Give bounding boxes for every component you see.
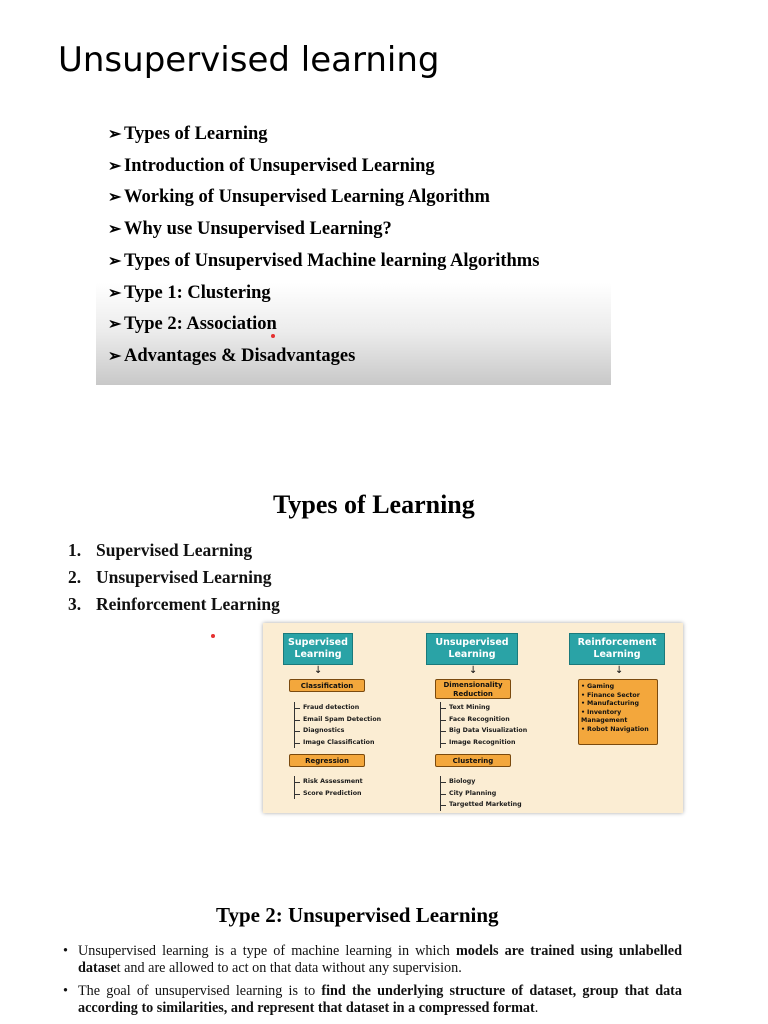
- list-item-text: Robot Navigation: [587, 725, 649, 733]
- list-item: [68, 540, 280, 567]
- outline-item-label: Type 2: Association: [124, 314, 277, 334]
- arrow-bullet-icon: ➢: [108, 126, 122, 143]
- arrow-bullet-icon: ➢: [108, 253, 122, 270]
- arrow-down-icon: ↓: [314, 665, 323, 676]
- list-item: City Planning: [441, 788, 522, 800]
- type2-title: Type 2: Unsupervised Learning: [216, 903, 499, 927]
- outline-item-label: Type 1: Clustering: [124, 283, 271, 303]
- outline-item-label: Types of Learning: [124, 124, 268, 144]
- outline-item: [108, 156, 435, 177]
- bullet-icon: •: [63, 983, 68, 999]
- outline-box: [96, 116, 611, 385]
- outline-item-label: Introduction of Unsupervised Learning: [124, 156, 435, 176]
- clustering-box: Clustering: [435, 754, 511, 767]
- list-item-text: Finance Sector: [587, 691, 640, 699]
- list-item: [581, 683, 655, 692]
- outline-item: [108, 219, 392, 240]
- list-item: [62, 943, 682, 977]
- list-item: [581, 709, 655, 726]
- dimensionality-reduction-box: Dimensionality Reduction: [435, 679, 511, 699]
- arrow-bullet-icon: ➢: [108, 158, 122, 175]
- bullet-bold-text: find the underlying structure of dataset, group that data according to similarities, and represent that dataset in a compressed format: [78, 983, 682, 1016]
- pointer-dot: [211, 634, 215, 638]
- bullet-icon: •: [581, 691, 586, 699]
- unsupervised-learning-box: Unsupervised Learning: [426, 633, 518, 665]
- list-item: Text Mining: [441, 702, 527, 714]
- list-item: Diagnostics: [295, 725, 381, 737]
- learning-types-list: [68, 540, 280, 621]
- list-number: 1.: [68, 540, 82, 560]
- arrow-down-icon: ↓: [469, 665, 478, 676]
- list-item: Targetted Marketing: [441, 799, 522, 811]
- list-item: [68, 594, 280, 621]
- outline-item-label: Why use Unsupervised Learning?: [124, 219, 392, 239]
- pointer-dot: [271, 334, 275, 338]
- classification-list: [294, 702, 381, 748]
- regression-box: Regression: [289, 754, 365, 767]
- bullet-bold-text: models are trained using unlabelled datase: [78, 943, 682, 976]
- reinforcement-learning-box: Reinforcement Learning: [569, 633, 665, 665]
- outline-item: [108, 187, 490, 208]
- list-item-text: Gaming: [587, 683, 615, 690]
- list-number: 2.: [68, 567, 82, 587]
- bullet-text: Unsupervised learning is a type of machine learning in which: [78, 943, 456, 959]
- outline-item: [108, 314, 277, 335]
- types-of-learning-title: Types of Learning: [273, 490, 475, 519]
- arrow-down-icon: ↓: [615, 665, 624, 676]
- list-item: [581, 700, 655, 709]
- list-item: [581, 692, 655, 701]
- list-item: [581, 726, 655, 735]
- arrow-bullet-icon: ➢: [108, 285, 122, 302]
- bullet-text: .: [534, 1000, 539, 1016]
- classification-box: Classification: [289, 679, 365, 692]
- reinforcement-applications-box: [578, 679, 658, 745]
- outline-item: [108, 283, 271, 304]
- dimensionality-list: [440, 702, 527, 748]
- outline-item-label: Advantages & Disadvantages: [124, 346, 356, 366]
- outline-item-label: Types of Unsupervised Machine learning Algorithms: [124, 251, 540, 271]
- list-item: Fraud detection: [295, 702, 381, 714]
- arrow-bullet-icon: ➢: [108, 348, 122, 365]
- bullet-icon: •: [581, 708, 586, 716]
- supervised-learning-box: Supervised Learning: [283, 633, 353, 665]
- list-item-text: Inventory Management: [581, 708, 628, 724]
- bullet-icon: •: [581, 683, 586, 690]
- list-item-text: Manufacturing: [587, 700, 639, 707]
- regression-list: [294, 776, 363, 799]
- bullet-text: The goal of unsupervised learning is to: [78, 983, 322, 999]
- list-item-text: Supervised Learning: [96, 540, 253, 560]
- outline-item: [108, 346, 355, 367]
- bullet-text: t and are allowed to act on that data without any supervision.: [116, 960, 462, 976]
- list-item-text: Reinforcement Learning: [96, 594, 280, 614]
- outline-item: [108, 124, 268, 145]
- list-item: Image Classification: [295, 737, 381, 749]
- list-item-text: Unsupervised Learning: [96, 567, 272, 587]
- page-title: Unsupervised learning: [58, 40, 440, 80]
- learning-types-diagram: [263, 623, 683, 813]
- list-item: Big Data Visualization: [441, 725, 527, 737]
- list-number: 3.: [68, 594, 82, 614]
- list-item: [68, 567, 280, 594]
- bullet-icon: •: [581, 725, 586, 733]
- list-item: Email Spam Detection: [295, 714, 381, 726]
- list-item: Risk Assessment: [295, 776, 363, 788]
- list-item: [62, 983, 682, 1017]
- arrow-bullet-icon: ➢: [108, 189, 122, 206]
- outline-item-label: Working of Unsupervised Learning Algorithm: [124, 187, 490, 207]
- arrow-bullet-icon: ➢: [108, 221, 122, 238]
- list-item: Face Recognition: [441, 714, 527, 726]
- outline-item: [108, 251, 539, 272]
- list-item: Score Prediction: [295, 788, 363, 800]
- type2-bullets: [62, 943, 682, 1023]
- list-item: Biology: [441, 776, 522, 788]
- bullet-icon: •: [581, 700, 586, 707]
- clustering-list: [440, 776, 522, 811]
- bullet-icon: •: [63, 943, 68, 959]
- list-item: Image Recognition: [441, 737, 527, 749]
- arrow-bullet-icon: ➢: [108, 316, 122, 333]
